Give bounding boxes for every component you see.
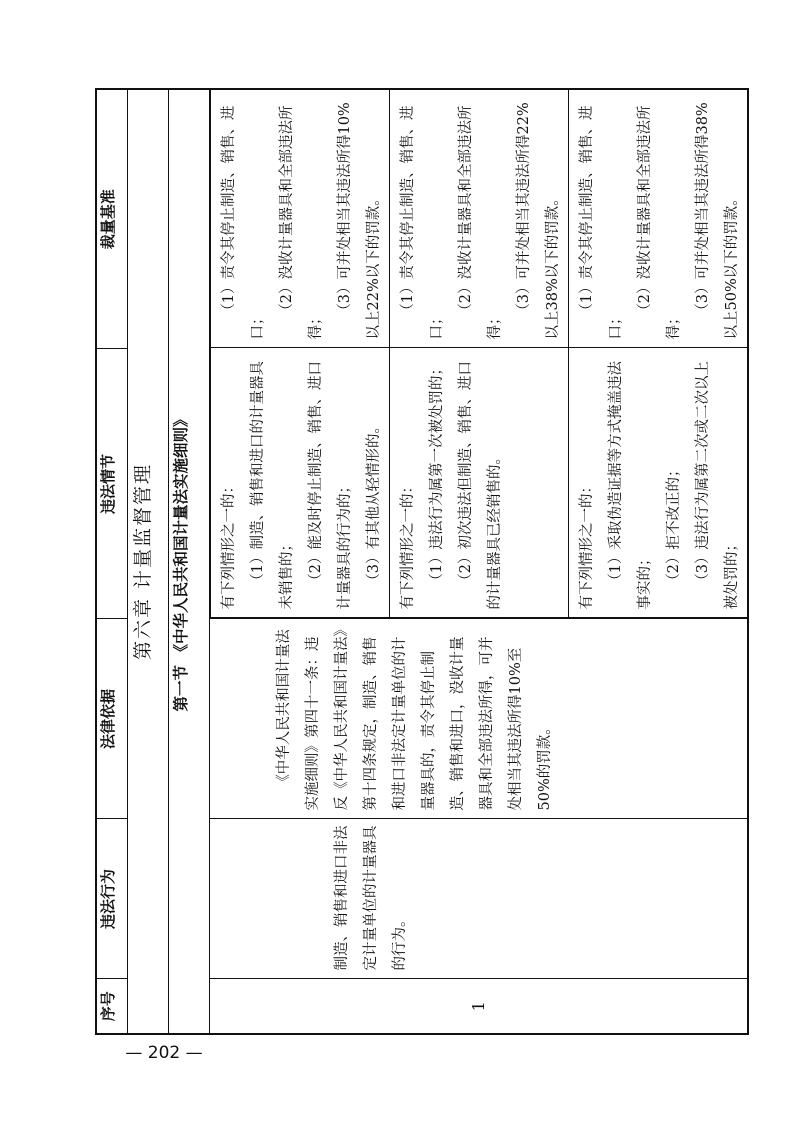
level-2-standard-1: （2）没收计量器具和全部违法所得； bbox=[458, 105, 503, 340]
level-3-standard-0: （1）责令其停止制造、销售、进口； bbox=[579, 105, 624, 340]
basis-text: 《中华人民共和国计量法实施细则》第四十一条：违反《中华人民共和国计量法》第十四条规定，制造、销售和进口非法定计量单位的计量器具的，责令其停止制造、销售和进口，没收计量器具和全部违法所得，可并处相当其违法所得10%至50%的罚款。 bbox=[276, 629, 553, 811]
level-row-1 bbox=[211, 89, 390, 618]
row-behavior: 制造、销售和进口非法定计量单位的计量器具的行为。 bbox=[334, 825, 408, 971]
header-circumstance: 违法情节 bbox=[96, 349, 128, 619]
level-1-circumstance-0: 有下列情形之一的： bbox=[221, 479, 237, 610]
level-1-circumstance-1: （1）制造、销售和进口的计量器具未销售的； bbox=[250, 361, 295, 610]
row-basis-cell bbox=[210, 619, 749, 819]
header-seq: 序号 bbox=[96, 979, 128, 1034]
header-standard: 裁量基准 bbox=[96, 89, 128, 349]
row-behavior-cell bbox=[210, 819, 749, 979]
level-3-standard-2: （3）可并处相当其违法所得38%以上50%以下的罚款。 bbox=[695, 102, 740, 340]
level-2-standard-2: （3）可并处相当其违法所得22%以上38%以下的罚款。 bbox=[516, 102, 561, 340]
level-1-standard-0: （1）责令其停止制造、销售、进口； bbox=[221, 105, 266, 340]
levels-cell bbox=[210, 89, 749, 619]
table-row bbox=[210, 89, 749, 1034]
level-1-standard-1: （2）没收计量器具和全部违法所得； bbox=[279, 105, 324, 340]
chapter-row bbox=[128, 89, 169, 1034]
section-title: 第一节 《中华人民共和国计量法实施细则》 bbox=[169, 89, 210, 1034]
level-3-circumstance-3: （3）违法行为属第二次或二次以上被处罚的； bbox=[695, 361, 740, 610]
level-3-circumstance-1: （1）采取伪造证据等方式掩盖违法事实的； bbox=[608, 361, 653, 610]
level-3-standard-1: （2）没收计量器具和全部违法所得； bbox=[637, 105, 682, 340]
level-2-circumstance-1: （1）违法行为属第一次被处罚的； bbox=[429, 361, 445, 588]
level-2-circumstance-0: 有下列情形之一的： bbox=[400, 479, 416, 610]
discretion-levels bbox=[210, 89, 747, 619]
level-3-circumstance-0: 有下列情形之一的： bbox=[579, 479, 595, 610]
section-row bbox=[169, 89, 210, 1034]
level-row-3 bbox=[569, 89, 748, 618]
level-3-circumstance-2: （2）拒不改正的； bbox=[666, 462, 682, 588]
level-1-circumstance-3: （3）有其他从轻情形的。 bbox=[366, 419, 382, 588]
penalty-standard-table bbox=[95, 88, 749, 1035]
rotated-table-container bbox=[95, 90, 740, 1035]
level-row-2 bbox=[390, 89, 569, 618]
page-number: — 202 — bbox=[125, 1043, 203, 1063]
row-seq: 1 bbox=[210, 979, 749, 1034]
level-1-circumstance-2: （2）能及时停止制造、销售、进口计量器具的行为的； bbox=[308, 361, 353, 610]
level-1-standard-2: （3）可并处相当其违法所得10%以上22%以下的罚款。 bbox=[337, 102, 382, 340]
header-behavior: 违法行为 bbox=[96, 819, 128, 979]
level-2-standard-0: （1）责令其停止制造、销售、进口； bbox=[400, 105, 445, 340]
table-header-row bbox=[96, 89, 128, 1034]
header-basis: 法律依据 bbox=[96, 619, 128, 819]
chapter-title: 第六章 计量监督管理 bbox=[128, 89, 169, 1034]
level-2-circumstance-2: （2）初次违法但制造、销售、进口的计量器具已经销售的。 bbox=[458, 361, 503, 610]
